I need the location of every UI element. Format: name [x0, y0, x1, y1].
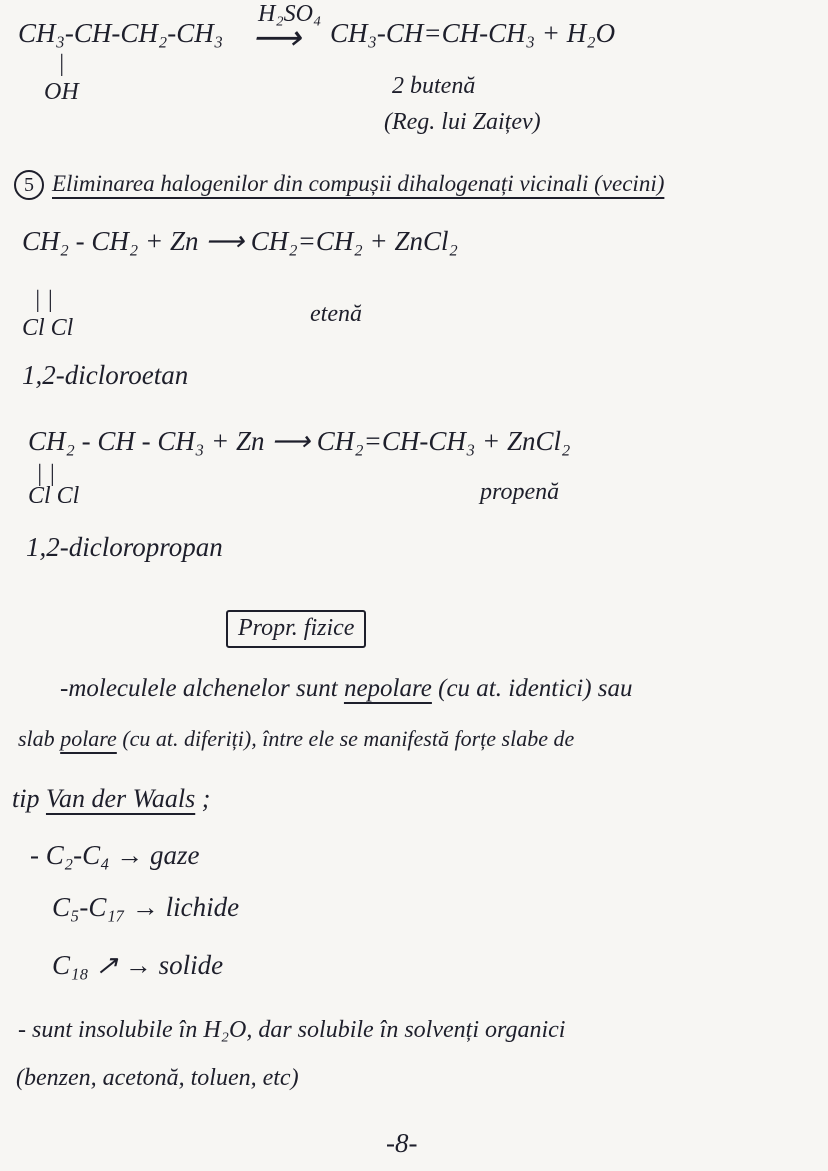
section-number: 5: [14, 170, 44, 200]
text: -moleculele alchenelor sunt: [60, 675, 344, 702]
reaction-1-product: CH₃-CH=CH-CH₃ + H₂O: [330, 18, 616, 48]
reaction-1-product-name: 2 butenă: [392, 73, 476, 99]
reaction-2-reactant-name: 1,2-dicloroetan: [22, 360, 189, 390]
reaction-2-equation: CH₂ - CH₂ + Zn ⟶ CH₂=CH₂ + ZnCl₂: [22, 226, 458, 256]
reaction-1-reactant: CH₃-CH-CH₂-CH₃: [18, 18, 224, 48]
reaction-arrow: ⟶: [252, 20, 301, 57]
reaction-1-branch-bond: |: [58, 51, 65, 77]
section-title: Eliminarea halogenilor din compușii dihalogenați vicinali (vecini): [52, 171, 665, 196]
text: (cu at. diferiți), între ele se manifestă forțe slabe de: [116, 726, 575, 751]
underlined-term: polare: [60, 726, 117, 751]
text: (cu at. identici) sau: [431, 675, 633, 702]
reaction-1-branch: OH: [44, 79, 79, 105]
reaction-1-catalyst: H₂SO₄: [258, 1, 322, 27]
text: slab: [18, 726, 61, 751]
reaction-2-product-name: etenă: [310, 301, 362, 327]
reaction-3-reactant-name: 1,2-dicloropropan: [26, 532, 223, 562]
text: tip: [12, 784, 46, 813]
state-gases: - C₂-C₄ → gaze: [30, 840, 200, 870]
section-5-heading: [14, 170, 664, 200]
solubility-line: - sunt insolubile în H₂O, dar solubile în solvenți organici: [18, 1017, 566, 1043]
reaction-3-bonds: | |: [36, 461, 56, 487]
physical-line-2: [18, 728, 574, 750]
state-solids: C₁₈ ↗ → solide: [52, 950, 224, 980]
reaction-2-substituents: Cl Cl: [22, 315, 74, 341]
zaitev-rule: (Reg. lui Zaițev): [384, 109, 541, 135]
reaction-2-bonds: | |: [34, 287, 54, 313]
page-number: -8-: [386, 1128, 418, 1158]
physical-line-1: [60, 676, 633, 701]
solvents-line: (benzen, acetonă, toluen, etc): [16, 1065, 299, 1091]
underlined-term: Van der Waals: [45, 784, 196, 813]
physical-line-3: [12, 786, 210, 812]
underlined-term: nepolare: [343, 675, 432, 702]
text: ;: [195, 784, 211, 813]
reaction-3-substituents: Cl Cl: [28, 483, 80, 509]
physical-properties-heading: Propr. fizice: [226, 610, 366, 648]
reaction-3-equation: CH₂ - CH - CH₃ + Zn ⟶ CH₂=CH-CH₃ + ZnCl₂: [28, 426, 571, 456]
reaction-3-product-name: propenă: [480, 479, 560, 505]
state-liquids: C₅-C₁₇ → lichide: [52, 892, 240, 922]
